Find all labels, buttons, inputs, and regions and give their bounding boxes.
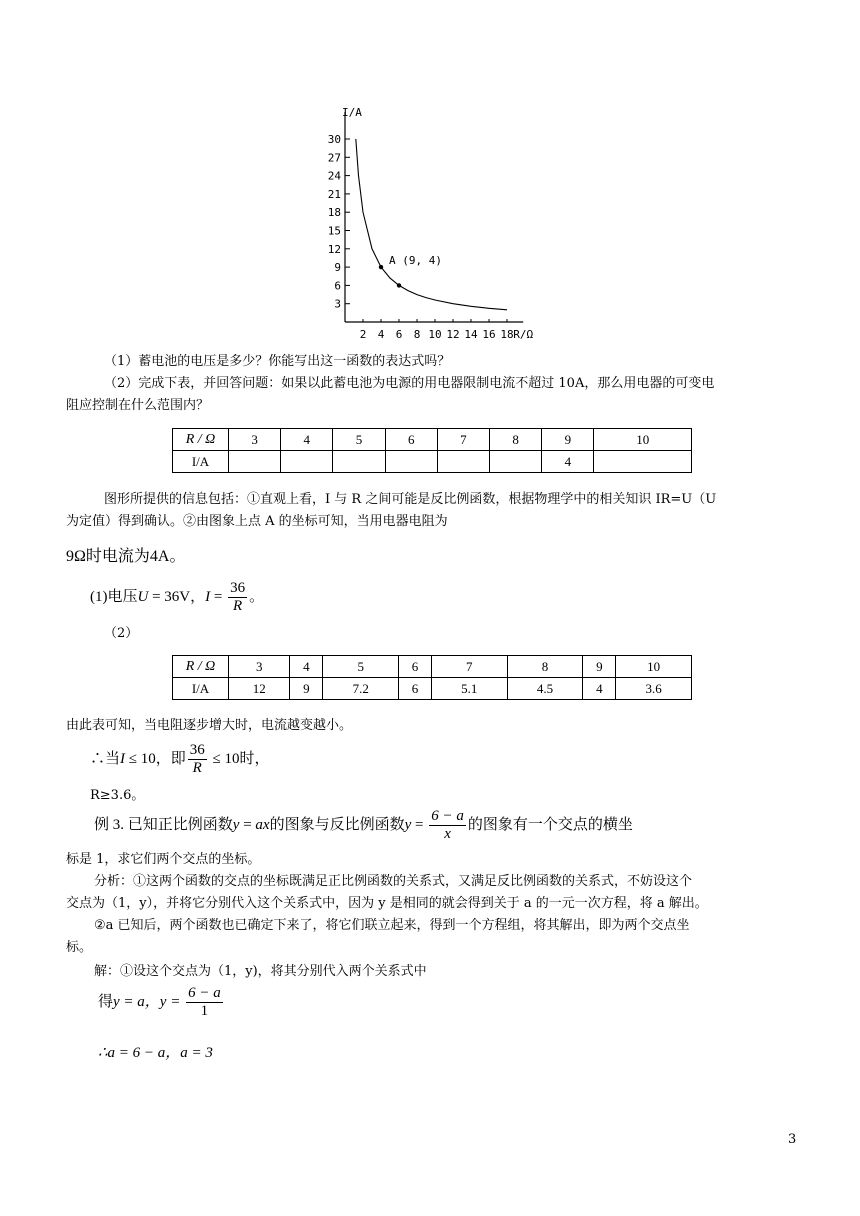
data-point xyxy=(397,283,401,287)
page-number: 3 xyxy=(788,1132,797,1147)
table-cell: 4 xyxy=(290,656,323,678)
y-tick-label: 27 xyxy=(327,151,341,165)
x-axis-label: R/Ω xyxy=(513,328,534,341)
example-3-y: y xyxy=(232,816,240,833)
table-cell: 6 xyxy=(399,678,432,700)
table-row xyxy=(173,656,692,678)
example-3-ax: ax xyxy=(255,816,270,833)
analysis-line-1: 分析：①这两个函数的交点的坐标既满足正比例函数的关系式，又满足反比例函数的关系式，不妨设这个 xyxy=(94,874,693,889)
analysis-line-2: 交点为（1，y），并将它分别代入这个关系式中，因为 y 是相同的就会得到关于 a 的一元一次方程，将 a 解出。 xyxy=(66,896,708,911)
x-tick-label: 14 xyxy=(464,328,478,341)
example-3-fraction: $\frac{6 - a}{x}$ xyxy=(431,808,464,842)
x-tick-label: 16 xyxy=(482,328,496,341)
table-cell: 3 xyxy=(229,656,290,678)
table-header-r: R / Ω xyxy=(173,429,229,451)
therefore-end: ≤ 10时， xyxy=(208,750,270,767)
table-row xyxy=(173,451,692,473)
example-3 xyxy=(94,808,633,843)
answer-1-equals: = xyxy=(210,588,227,605)
analysis-line-4: 标。 xyxy=(66,940,93,955)
x-tick-label: 12 xyxy=(446,328,460,341)
table-cell: 3.6 xyxy=(616,678,692,700)
x-tick-label: 10 xyxy=(428,328,442,341)
question-2-line-1: （2）完成下表，并回答问题：如果以此蓄电池为电源的用电器限制电流不超过 10A，那么用电器的可变电 xyxy=(104,376,715,391)
answer-1 xyxy=(90,580,264,615)
therefore-line xyxy=(90,742,269,777)
question-2-line-2: 阻应控制在什么范围内？ xyxy=(66,398,210,413)
table-header-i: I/A xyxy=(173,678,229,700)
table-cell: 10 xyxy=(616,656,692,678)
answer-1-i: I xyxy=(205,588,211,605)
table-cell: 9 xyxy=(542,429,594,451)
table-header-i: I/A xyxy=(173,451,229,473)
table-cell xyxy=(281,451,333,473)
table-cell: 5 xyxy=(333,429,385,451)
solution-prefix: 得 xyxy=(98,993,114,1010)
table-cell xyxy=(333,451,385,473)
y-axis-label: I/A xyxy=(342,106,362,119)
x-tick-label: 18 xyxy=(500,328,514,341)
example-3-end: 的图象有一个交点的横坐 xyxy=(467,816,633,833)
series-curve xyxy=(356,139,507,310)
y-tick-label: 3 xyxy=(334,297,341,311)
answer-1-prefix: (1)电压 xyxy=(90,588,138,605)
x-tick-label: 8 xyxy=(413,328,421,341)
x-tick-label: 4 xyxy=(377,328,385,341)
table-cell: 8 xyxy=(490,429,542,451)
example-3-mid: 的图象与反比例函数 xyxy=(269,816,405,833)
table-row xyxy=(173,429,692,451)
table-cell xyxy=(437,451,489,473)
y-tick-label: 6 xyxy=(334,279,341,293)
table-cell xyxy=(490,451,542,473)
example-3-prefix: 例 3. 已知正比例函数 xyxy=(94,816,233,833)
solution-line-2 xyxy=(98,985,225,1020)
therefore-prefix: ∴当 xyxy=(90,750,121,767)
y-tick-label: 15 xyxy=(327,224,341,238)
info-line-3: 9Ω时电流为4A。 xyxy=(66,548,186,565)
table-cell: 7 xyxy=(437,429,489,451)
table-cell: 7.2 xyxy=(323,678,399,700)
example-3-line-2: 标是 1，求它们两个交点的坐标。 xyxy=(66,852,261,867)
table-cell: 12 xyxy=(229,678,290,700)
table-cell: 10 xyxy=(594,429,692,451)
solution-expr: y = a，y = xyxy=(113,993,185,1010)
table-cell: 4 xyxy=(281,429,333,451)
answer-1-end: 。 xyxy=(249,588,265,605)
table-cell xyxy=(594,451,692,473)
table-cell: 4 xyxy=(583,678,616,700)
analysis-line-3: ②a 已知后，两个函数也已确定下来了，将它们联立起来，得到一个方程组，将其解出，即为两个交点坐 xyxy=(94,918,690,933)
therefore-fraction: $\frac{36}{R}$ xyxy=(189,742,205,776)
table-header-r: R / Ω xyxy=(173,656,229,678)
table-cell xyxy=(229,451,281,473)
table-cell: 9 xyxy=(290,678,323,700)
y-tick-label: 30 xyxy=(327,133,341,146)
table-cell: 7 xyxy=(431,656,507,678)
therefore-i: I xyxy=(120,750,126,767)
point-label: A (9, 4) xyxy=(389,254,442,268)
answer-1-fraction: $\frac{36}{R}$ xyxy=(230,580,246,614)
inverse-proportion-chart xyxy=(300,100,550,345)
therefore-le10: ≤ 10，即 xyxy=(125,750,186,767)
solution-fraction: $\frac{6 - a}{1}$ xyxy=(188,985,221,1019)
table-cell xyxy=(385,451,437,473)
answer-1-u: U xyxy=(137,588,149,605)
table-row xyxy=(173,678,692,700)
info-line-1: 图形所提供的信息包括：①直观上看，I 与 R 之间可能是反比例函数，根据物理学中的相关知识 IR=U（U xyxy=(104,492,717,507)
example-3-equals: = xyxy=(239,816,256,833)
solution-line-3: ∴a = 6 − a，a = 3 xyxy=(98,1045,213,1061)
solution-line-1: 解：①设这个交点为（1，y)，将其分别代入两个关系式中 xyxy=(94,964,427,979)
table-cell: 5 xyxy=(323,656,399,678)
answer-1-voltage: = 36V， xyxy=(148,588,206,605)
table-cell: 9 xyxy=(583,656,616,678)
example-3-equals-2: = xyxy=(411,816,428,833)
table-cell: 8 xyxy=(507,656,583,678)
r-range: R≥3.6。 xyxy=(90,788,145,803)
table-cell: 6 xyxy=(385,429,437,451)
question-1: （1）蓄电池的电压是多少？你能写出这一函数的表达式吗？ xyxy=(104,354,451,369)
example-3-y2: y xyxy=(404,816,412,833)
y-tick-label: 18 xyxy=(327,206,341,220)
answer-2-label: （2） xyxy=(104,626,139,641)
table-blank xyxy=(172,428,692,473)
y-tick-label: 21 xyxy=(327,187,341,201)
y-tick-label: 24 xyxy=(327,169,341,183)
table-note: 由此表可知，当电阻逐步增大时，电流越变越小。 xyxy=(66,718,353,733)
y-tick-label: 9 xyxy=(334,261,341,275)
table-cell: 4.5 xyxy=(507,678,583,700)
table-cell: 3 xyxy=(229,429,281,451)
table-cell: 4 xyxy=(542,451,594,473)
x-tick-label: 2 xyxy=(359,328,367,341)
x-tick-label: 6 xyxy=(395,328,403,341)
y-tick-label: 12 xyxy=(327,242,341,256)
data-point xyxy=(379,265,383,269)
table-cell: 5.1 xyxy=(431,678,507,700)
table-cell: 6 xyxy=(399,656,432,678)
table-filled xyxy=(172,655,692,700)
info-line-2: 为定值）得到确认。②由图象上点 A 的坐标可知，当用电器电阻为 xyxy=(66,514,448,529)
